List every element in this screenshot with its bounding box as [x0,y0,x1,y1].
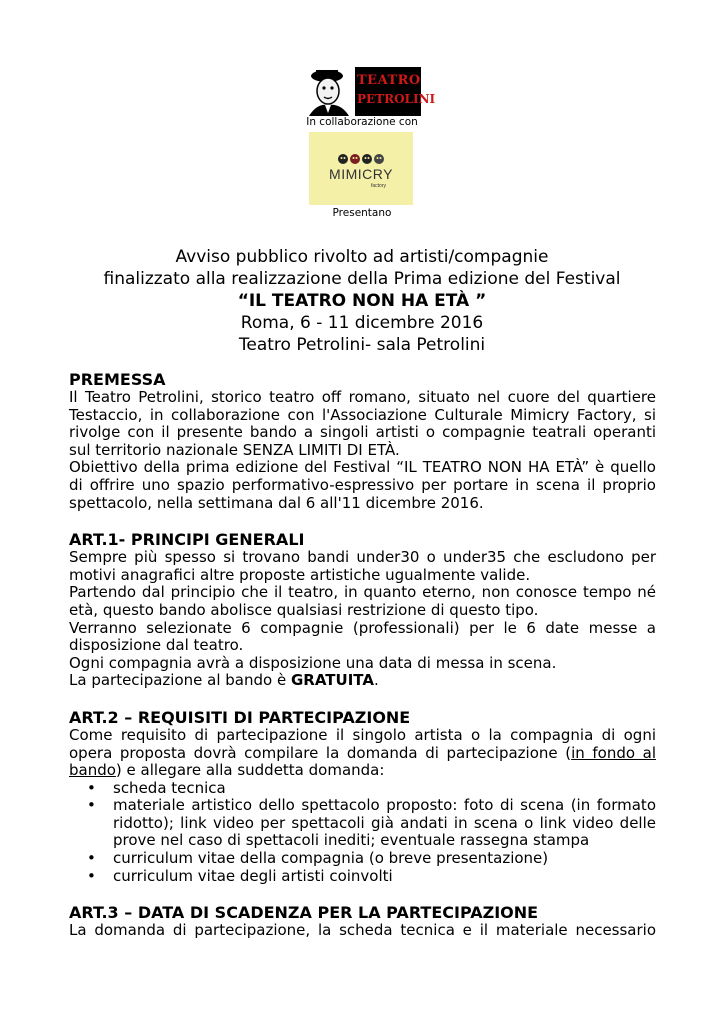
art2-heading: ART.2 – REQUISITI DI PARTECIPAZIONE [69,707,411,727]
document-body [69,370,656,940]
presenting-caption: Presentano [332,207,392,219]
festival-dates: Roma, 6 - 11 dicembre 2016 [240,313,484,333]
petrolini-wordmark [357,70,436,114]
art1-paragraph-4: Ogni compagnia avrà a disposizione una data di messa in scena. [69,653,557,672]
premessa-heading: PREMESSA [69,370,166,389]
art1-paragraph-2: Partendo dal principio che il teatro, in quanto eterno, non conosce tempo né età, questo bando abolisce qualsiasi restrizione di questo tipo. [69,583,656,619]
petrolini-wordmark-line1: TEATRO [357,73,421,88]
art2-intro-after-link: ) e allegare alla suddetta domanda: [115,761,385,780]
title-line-1: Avviso pubblico rivolto ad artisti/compagnie [175,247,549,267]
art3-heading: ART.3 – DATA DI SCADENZA PER LA PARTECIPAZIONE [69,903,539,923]
teatro-petrolini-logo [303,67,436,116]
art1-p5-prefix: La partecipazione al bando è [69,671,291,690]
art2-intro [69,727,656,780]
art3-paragraph-1: La domanda di partecipazione, la scheda tecnica e il materiale necessario [69,921,656,940]
petrolini-wordmark-line2: PETROLINI [357,92,436,106]
list-item: • curriculum vitae degli artisti coinvolti [113,868,656,886]
requirements-list [69,780,656,886]
list-item: • curriculum vitae della compagnia (o breve presentazione) [113,850,656,868]
announcement-title [0,246,724,356]
art1-paragraph-3: Verranno selezionate 6 compagnie (professionali) per le 6 date messe a disposizione dal teatro. [69,618,656,655]
festival-venue: Teatro Petrolini- sala Petrolini [238,335,486,355]
mimicry-name: MIMICRY [329,166,393,182]
list-item: • materiale artistico dello spettacolo proposto: foto di scena (in formato ridotto); link video per spettacoli già andati in scena o link video delle prove nel caso di spettacoli inediti; eventuale rassegna stampa [113,797,656,850]
mimicry-subtitle: factory [371,183,387,189]
festival-name: “IL TEATRO NON HA ETÀ ” [237,291,487,311]
title-line-2: finalizzato alla realizzazione della Prima edizione del Festival [103,269,621,289]
application-form-link[interactable]: in fondo al bando [69,743,656,780]
gratuita-emphasis: GRATUITA [290,671,374,690]
art1-heading: ART.1- PRINCIPI GENERALI [69,530,305,550]
art2-intro-before-link: Come requisito di partecipazione il singolo artista o la compagnia di ogni opera proposta dovrà compilare la domanda di partecipazione ( [69,725,656,762]
collaboration-caption: In collaborazione con [306,116,418,128]
list-item: • scheda tecnica [113,780,656,798]
mimicry-masks-icon [337,152,385,166]
premessa-paragraph-2: Obiettivo della prima edizione del Festival “IL TEATRO NON HA ETÀ” è quello di offrire uno spazio performativo-espressivo per portare in scena il proprio spettacolo, nella settimana dal 6 all'11 dicembre 2016. [69,458,656,512]
art1-paragraph-1: Sempre più spesso si trovano bandi under30 o under35 che escludono per motivi anagrafici altre proposte artistiche ugualmente valide. [69,548,656,584]
premessa-paragraph-1: Il Teatro Petrolini, storico teatro off romano, situato nel cuore del quartiere Testaccio, in collaborazione con l'Associazione Culturale Mimicry Factory, si rivolge con il presente bando a singoli artisti o compagnie teatrali operanti sul territorio nazionale SENZA LIMITI DI ETÀ. [69,388,656,459]
petrolini-portrait-icon [303,67,355,116]
art1-paragraph-5 [69,672,656,690]
mimicry-factory-logo [309,132,413,205]
art1-p5-suffix: . [373,671,379,690]
